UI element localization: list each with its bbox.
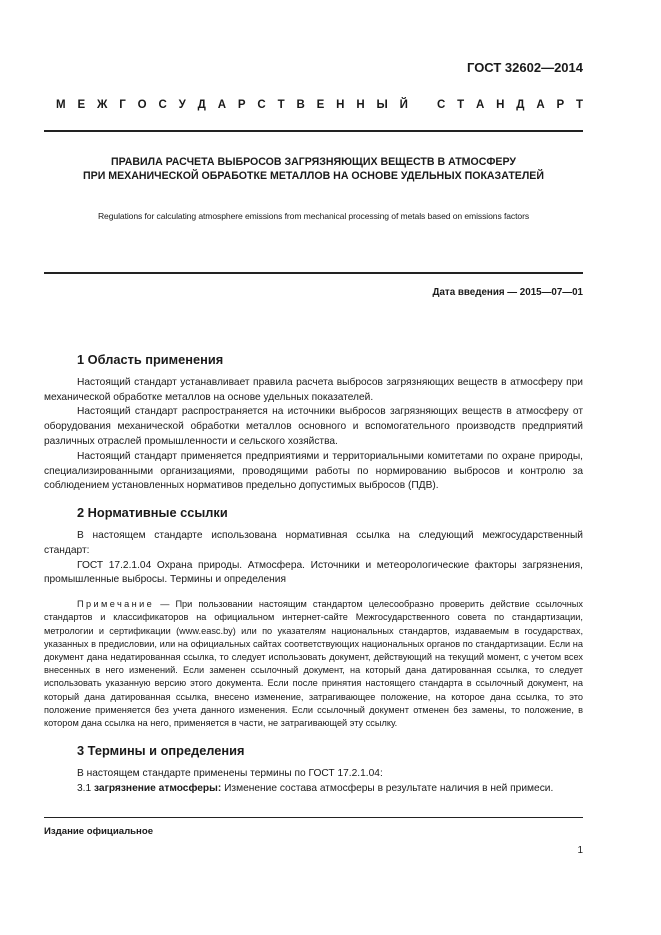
official-edition-label: Издание официальное	[44, 826, 154, 837]
term-number: 3.1	[77, 782, 94, 794]
section-1-paragraph-1: Настоящий стандарт устанавливает правила расчета выбросов загрязняющих веществ в атмосферу при механической обработке металлов на основе удельных показателей.	[44, 376, 583, 403]
standard-type-word-interstate: М Е Ж Г О С У Д А Р С Т В Е Н Н Ы Й	[56, 99, 408, 111]
introduction-date: Дата введения — 2015—07—01	[432, 287, 583, 298]
document-body	[44, 353, 583, 797]
title-line-2: ПРИ МЕХАНИЧЕСКОЙ ОБРАБОТКЕ МЕТАЛЛОВ НА ОСНОВЕ УДЕЛЬНЫХ ПОКАЗАТЕЛЕЙ	[83, 170, 544, 182]
section-3-heading: 3 Термины и определения	[77, 743, 245, 759]
section-1-paragraph-2: Настоящий стандарт распространяется на источники выбросов загрязняющих веществ в атмосферу от оборудования механической обработки металлов основного и вспомогательного производств предприятий различных отраслей промышленности и сельского хозяйства.	[44, 406, 583, 447]
document-number: ГОСТ 32602—2014	[467, 60, 583, 75]
section-2-note	[44, 598, 583, 730]
section-2-heading: 2 Нормативные ссылки	[77, 505, 228, 521]
term-3-1	[44, 782, 583, 797]
middle-rule	[44, 272, 583, 274]
bottom-rule	[44, 817, 583, 818]
term-name: загрязнение атмосферы:	[94, 782, 222, 794]
section-1-paragraph-3: Настоящий стандарт применяется предприятиями и территориальными комитетами по охране природы, специализированными организациями, проводящими работы по нормированию выбросов и контролю за соблюдением установленных нормативов предельно допустимых выбросов (ПДВ).	[44, 450, 583, 492]
term-definition: Изменение состава атмосферы в результате наличия в ней примеси.	[221, 782, 554, 794]
document-title	[44, 155, 583, 183]
top-rule	[44, 130, 583, 132]
title-line-1: ПРАВИЛА РАСЧЕТА ВЫБРОСОВ ЗАГРЯЗНЯЮЩИХ ВЕЩЕСТВ В АТМОСФЕРУ	[110, 156, 517, 168]
section-2-reference: ГОСТ 17.2.1.04 Охрана природы. Атмосфера. Источники и метеорологические факторы загрязнения, промышленные выбросы. Термины и определения	[44, 559, 583, 586]
standard-type-word-standard: С Т А Н Д А Р Т	[437, 99, 583, 111]
english-title: Regulations for calculating atmosphere emissions from mechanical processing of metals based on emissions factors	[97, 211, 530, 221]
section-2-paragraph-1: В настоящем стандарте использована нормативная ссылка на следующий межгосударственный стандарт:	[44, 529, 583, 556]
standard-type	[56, 99, 583, 111]
note-text: — При пользовании настоящим стандартом целесообразно проверить действие ссылочных стандартов и классификаторов на официальном интернет-сайте Межгосударственного совета по стандартизации, метрологии и сертификации (www.easc.by) или по указателям национальных стандартов, издаваемым в государствах, указанных в предисловии, или на официальных сайтах соответствующих национальных органов по стандартизации. Если на документ дана недатированная ссылка, то следует использовать документ, действующий на текущий момент, с учетом всех внесенных в него изменений. Если заменен ссылочный документ, на который дана датированная ссылка, то следует использовать указанную версию этого документа. Если после принятия настоящего стандарта в ссылочный документ, на который дана датированная ссылка, внесено изменение, затрагивающее положение, на которое дана ссылка, то это положение применяется без учета данного изменения. Если ссылочный документ отменен без замены, то положение, в котором дана ссылка на него, применяется в части, не затрагивающей эту ссылку.	[44, 599, 583, 728]
section-1-heading: 1 Область применения	[77, 352, 224, 367]
note-label: Примечание	[77, 599, 155, 610]
section-3-paragraph-1: В настоящем стандарте применены термины по ГОСТ 17.2.1.04:	[77, 767, 383, 779]
page-number: 1	[577, 845, 583, 856]
